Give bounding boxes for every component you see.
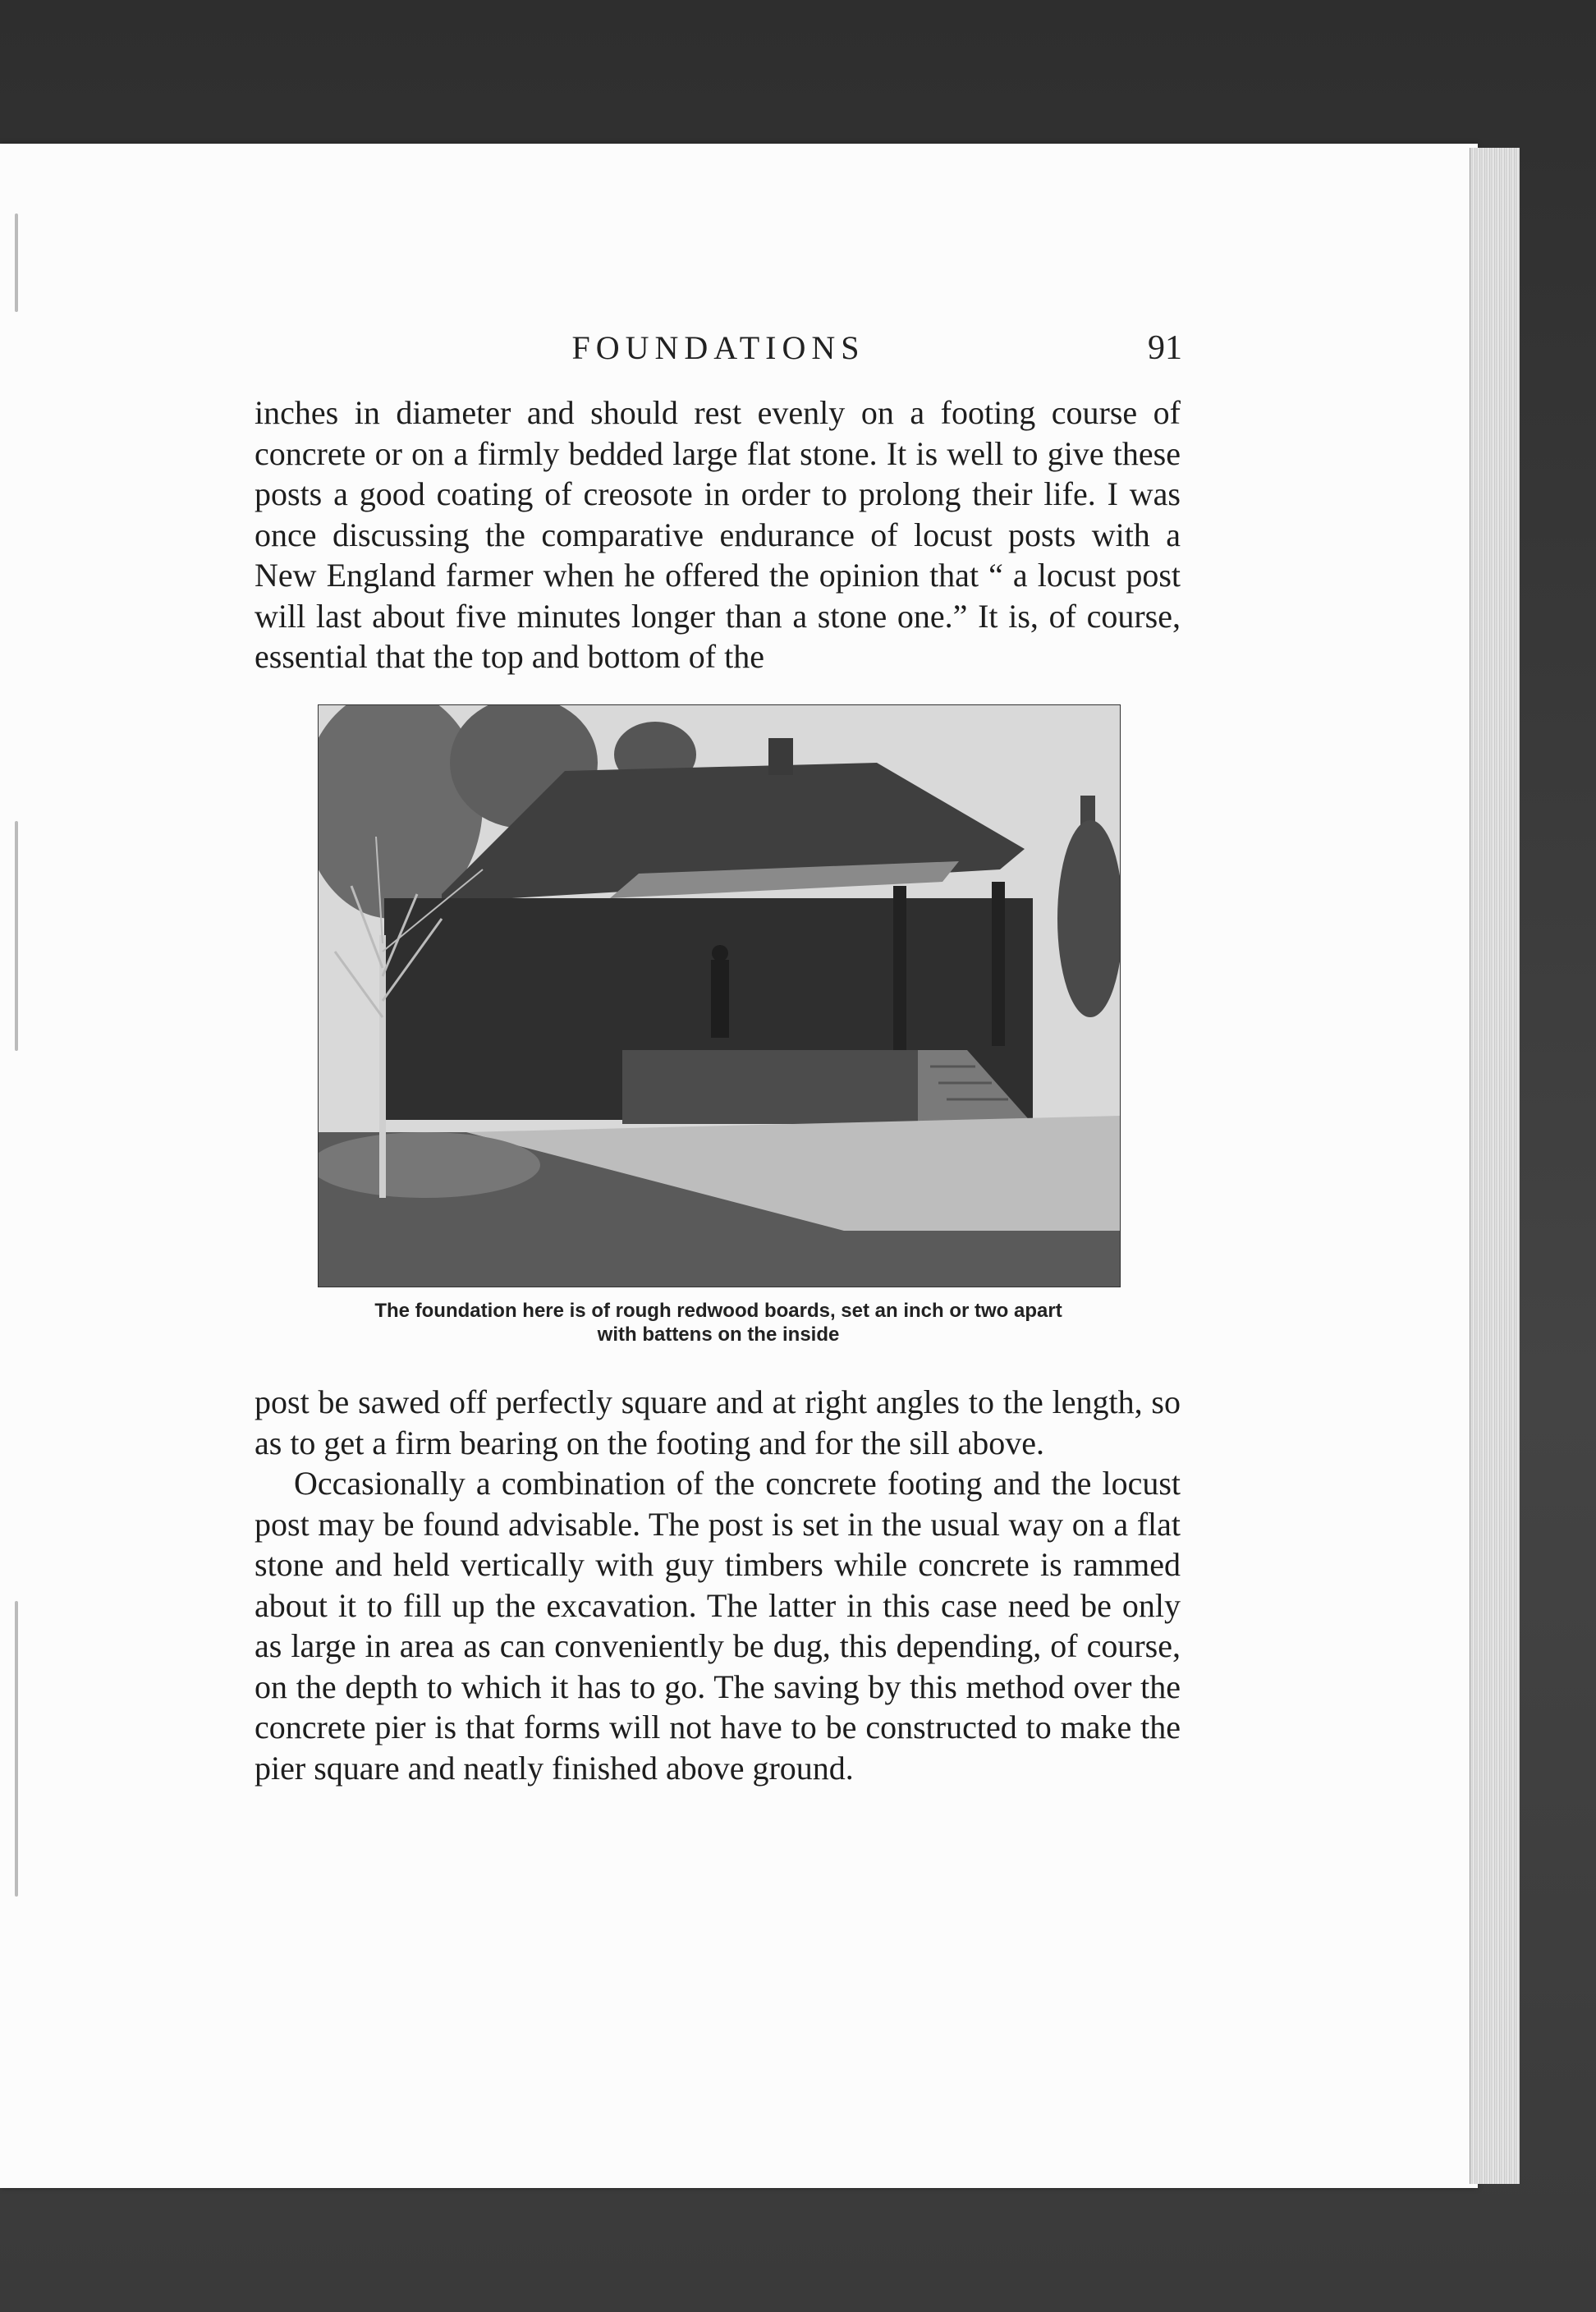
paragraph-3: Occasionally a combination of the concrete footing and the locust post may be found advisable. The post is set in the usual way on a flat stone and held vertically with guy timbers while concrete is rammed about it to fill up the excavation. The latter in this case need be only as large in area as can conveniently be dug, this depending, of course, on the depth to which it has to go. The saving by this method over the concrete pier is that forms will not have to be constructed to make the pier square and neatly finished above ground. (255, 1465, 1181, 1787)
page-number: 91 (1148, 329, 1182, 367)
running-title: FOUNDATIONS (571, 329, 865, 366)
paragraph-2: post be sawed off perfectly square and at right angles to the length, so as to get a firm bearing on the footing and for the sill above. (255, 1383, 1181, 1461)
binding-mark (15, 821, 18, 1051)
running-head (255, 328, 1182, 369)
caption-line-2: with battens on the inside (597, 1323, 840, 1346)
paragraph-1: inches in diameter and should rest evenly on a footing course of concrete or on a firmly bedded large flat stone. It is well to give these posts a good coating of creosote in order to prolong their life. I was once discussing the comparative endurance of locust posts with a New England farmer when he offered the opinion that “ a locust post will last about five minutes longer than a stone one.” It is, of course, essential that the top and bottom of the (255, 394, 1181, 675)
page-edges (1470, 148, 1520, 2184)
house-photograph (318, 704, 1121, 1287)
caption-line-1: The foundation here is of rough redwood boards, set an inch or two apart (374, 1300, 1062, 1322)
binding-mark (15, 1601, 18, 1897)
binding-mark (15, 213, 18, 312)
figure-caption (296, 1299, 1141, 1346)
